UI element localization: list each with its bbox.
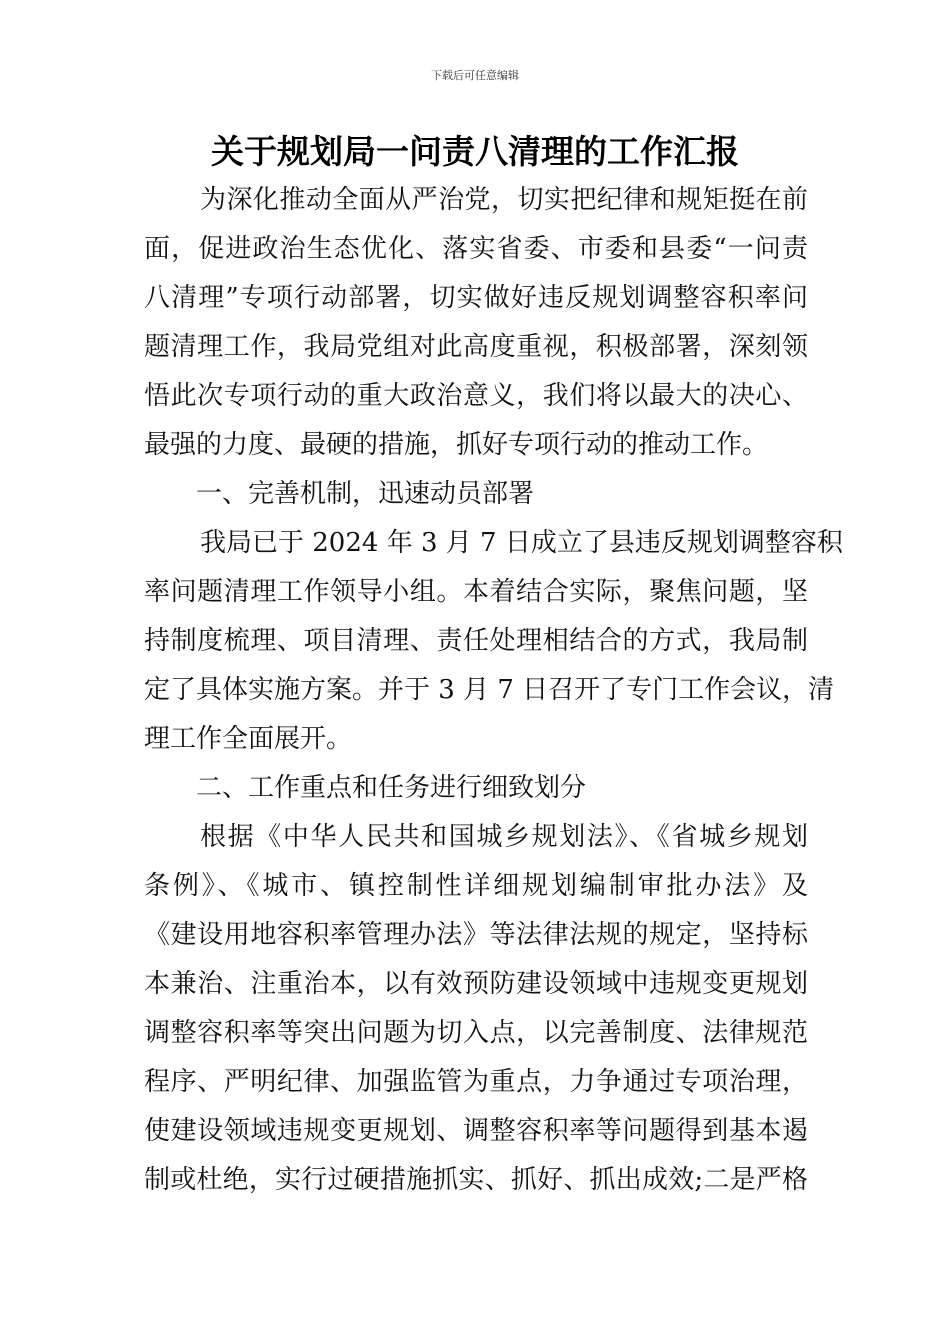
header-note: 下载后可任意编辑 <box>431 69 519 82</box>
body-text-line: 根据《中华人民共和国城乡规划法》、《省城乡规划 <box>200 822 808 852</box>
body-text-line: 制或杜绝，实行过硬措施抓实、抓好、抓出成效;二是严格 <box>144 1165 808 1195</box>
body-text-line: 最强的力度、最硬的措施，抓好专项行动的推动工作。 <box>144 430 769 460</box>
body-text-line: 本兼治、注重治本，以有效预防建设领域中违规变更规划 <box>144 969 808 999</box>
body-text-line: 程序、严明纪律、加强监管为重点，力争通过专项治理， <box>144 1067 808 1097</box>
body-text-line: 定了具体实施方案。并于 3 月 7 日召开了专门工作会议，清 <box>144 675 835 705</box>
body-text-line: 为深化推动全面从严治党，切实把纪律和规矩挺在前 <box>200 185 808 215</box>
body-text-line: 使建设领域违规变更规划、调整容积率等问题得到基本遏 <box>144 1116 808 1146</box>
body-text-line: 我局已于 2024 年 3 月 7 日成立了县违反规划调整容积 <box>200 528 843 558</box>
body-text-line: 率问题清理工作领导小组。本着结合实际，聚焦问题，坚 <box>144 577 808 607</box>
body-text-line: 面，促进政治生态优化、落实省委、市委和县委“一问责 <box>144 234 808 264</box>
body-text-line: 调整容积率等突出问题为切入点，以完善制度、法律规范 <box>144 1018 808 1048</box>
body-text-line: 理工作全面展开。 <box>144 724 353 754</box>
document-title: 关于规划局一问责八清理的工作汇报 <box>211 132 739 171</box>
section-heading: 一、完善机制，迅速动员部署 <box>196 479 535 509</box>
body-text-line: 条例》、《城市、镇控制性详细规划编制审批办法》及 <box>144 871 808 901</box>
body-text-line: 《建设用地容积率管理办法》等法律法规的规定，坚持标 <box>144 920 808 950</box>
body-text-line: 悟此次专项行动的重大政治意义，我们将以最大的决心、 <box>144 381 808 411</box>
body-text-line: 题清理工作，我局党组对此高度重视，积极部署，深刻领 <box>144 332 808 362</box>
body-text-line: 八清理”专项行动部署，切实做好违反规划调整容积率问 <box>144 283 808 313</box>
section-heading: 二、工作重点和任务进行细致划分 <box>196 773 587 803</box>
document-body <box>144 176 843 1205</box>
body-text-line: 持制度梳理、项目清理、责任处理相结合的方式，我局制 <box>144 626 808 656</box>
